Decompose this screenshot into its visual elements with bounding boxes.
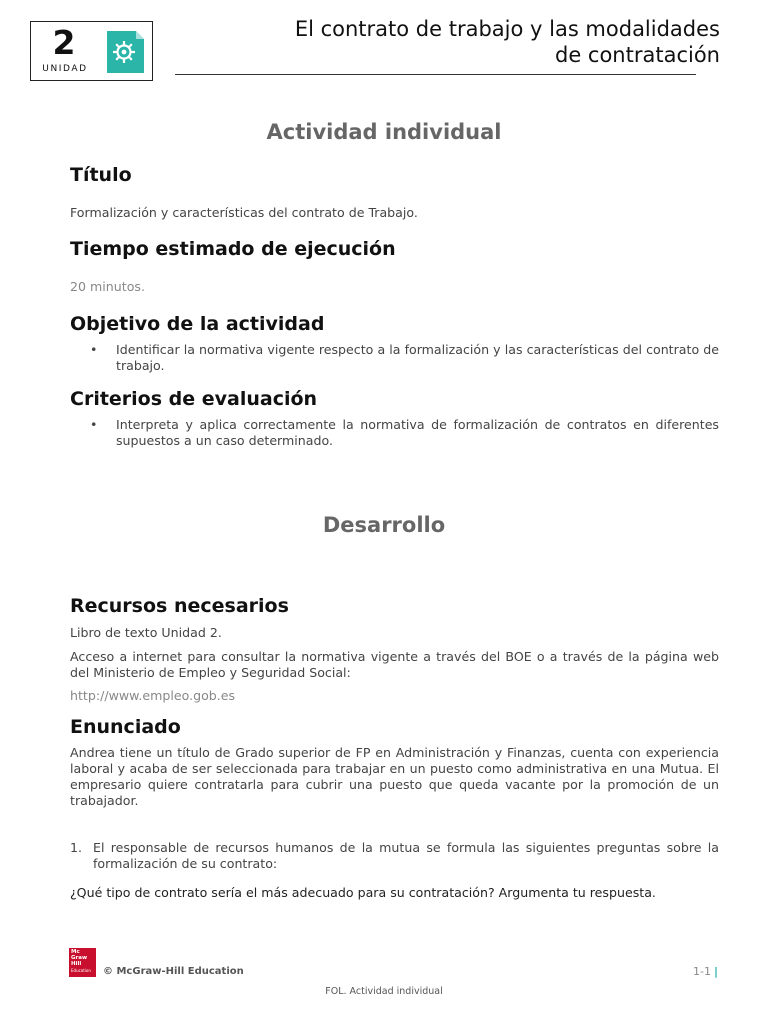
logo-text: Mc bbox=[71, 949, 80, 955]
heading-tiempo: Tiempo estimado de ejecución bbox=[70, 238, 396, 260]
page-number bbox=[693, 965, 718, 978]
document-title-line1: El contrato de trabajo y las modalidades bbox=[294, 17, 720, 41]
tiempo-text: 20 minutos. bbox=[70, 279, 145, 294]
titulo-text: Formalización y características del contrato de Trabajo. bbox=[70, 205, 418, 220]
document-title-line2: de contratación bbox=[554, 43, 720, 67]
heading-objetivo: Objetivo de la actividad bbox=[70, 313, 325, 335]
preguntas-list bbox=[70, 840, 719, 872]
list-item-number: 1. bbox=[70, 840, 83, 855]
heading-recursos: Recursos necesarios bbox=[70, 595, 289, 617]
enunciado-text: Andrea tiene un título de Grado superior de FP en Administración y Finanzas, cuenta con experiencia laboral y acaba de ser seleccionada para trabajar en un puesto como administrativa en una Mutua. El empresario quiere contratarla para cubrir una puesto que queda vacante por la promoción de un trabajador. bbox=[70, 745, 719, 808]
recursos-text-2: Acceso a internet para consultar la normativa vigente a través del BOE o a través de la página web del Ministerio de Empleo y Seguridad Social: bbox=[70, 649, 719, 680]
gear-document-icon bbox=[107, 31, 144, 73]
unit-label: UNIDAD bbox=[42, 64, 88, 74]
logo-text: Hill bbox=[71, 961, 82, 967]
section-title-actividad: Actividad individual bbox=[266, 120, 502, 144]
list-item: • Identificar la normativa vigente respecto a la formalización y las características del contrato de trabajo. bbox=[70, 342, 719, 374]
heading-titulo: Título bbox=[70, 164, 132, 186]
header-divider bbox=[175, 74, 696, 75]
heading-criterios: Criterios de evaluación bbox=[70, 388, 318, 410]
unit-number: 2 bbox=[52, 23, 76, 62]
ministerio-link[interactable]: http://www.empleo.gob.es bbox=[70, 688, 236, 703]
question-text: ¿Qué tipo de contrato sería el más adecuado para su contratación? Argumenta tu respuesta. bbox=[70, 885, 656, 900]
list-item bbox=[70, 840, 719, 872]
copyright: © McGraw-Hill Education bbox=[103, 966, 244, 977]
section-title-desarrollo: Desarrollo bbox=[322, 513, 446, 537]
list-item: • Interpreta y aplica correctamente la normativa de formalización de contratos en diferentes supuestos a un caso determinado. bbox=[70, 417, 719, 449]
logo-text: Education bbox=[71, 968, 91, 973]
objetivo-list bbox=[70, 342, 719, 374]
page-number-bar: | bbox=[713, 965, 718, 978]
mcgraw-hill-logo bbox=[69, 948, 96, 977]
document-title bbox=[295, 16, 720, 68]
recursos-text-1: Libro de texto Unidad 2. bbox=[70, 625, 222, 640]
footer-label: FOL. Actividad individual bbox=[325, 986, 443, 997]
logo-text: Graw bbox=[71, 955, 88, 961]
unit-badge bbox=[30, 21, 153, 81]
heading-enunciado: Enunciado bbox=[70, 716, 181, 738]
list-item-text: El responsable de recursos humanos de la mutua se formula las siguientes preguntas sobre la formalización de su contrato: bbox=[93, 840, 719, 871]
criterios-list bbox=[70, 417, 719, 449]
page-number-value: 1-1 bbox=[693, 965, 711, 978]
